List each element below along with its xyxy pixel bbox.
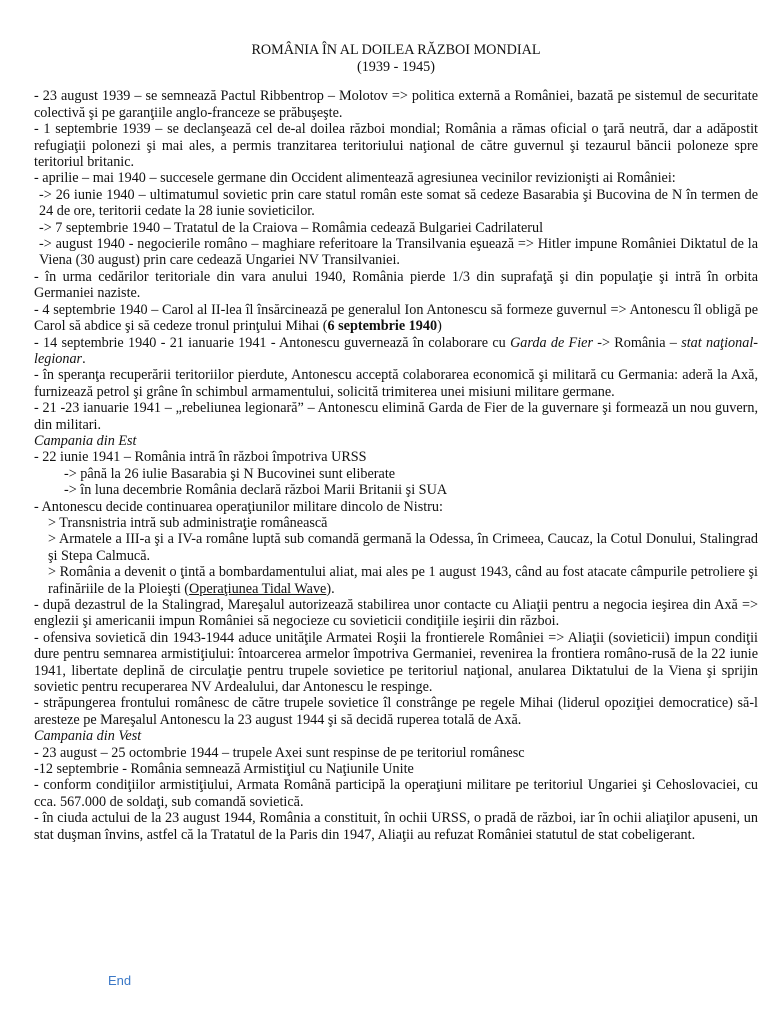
paragraph: -> august 1940 - negocierile româno – maghiare referitoare la Transilvania eşuează => Hitler impune României Diktatul de la Viena (30 august) prin care cedează Ungariei NV Transilvaniei. bbox=[39, 236, 758, 269]
italic-term: Garda de Fier bbox=[510, 334, 593, 351]
section-heading: Campania din Vest bbox=[34, 728, 142, 745]
text-run: ) bbox=[437, 318, 442, 335]
paragraph: - ofensiva sovietică din 1943-1944 aduce unităţile Armatei Roşii la frontierele României => Aliaţii (sovieticii) impun condiţii dure pentru semnarea armistiţiului: întoarcerea armelor împotriva Germaniei, revenirea la frontiera româno-rusă de la 22 iunie 1941, libertate deplină de circulaţie pentru trupele sovietice pe teritoriul naţional, anularea Diktatului de la Viena şi sprijin sovietic pentru recuperarea NV Ardealului, dar Antonescu le respinge. bbox=[34, 629, 758, 696]
section-heading: Campania din Est bbox=[34, 432, 137, 449]
text-run: . bbox=[82, 350, 86, 367]
paragraph: -> 26 iunie 1940 – ultimatumul sovietic prin care statul român este somat să cedeze Basarabia şi Bucovina de N în termen de 24 de ore, teritorii cedate la 28 iunie sovieticilor. bbox=[39, 186, 758, 220]
page-title: ROMÂNIA ÎN AL DOILEA RĂZBOI MONDIAL bbox=[251, 42, 541, 58]
text-run: ). bbox=[326, 580, 335, 597]
text-run: > România a devenit o ţintă a bombardamentului aliat, mai ales pe 1 august 1943, când au fost atacate câmpurile petroliere şi rafinăriile de la Ploieşti ( bbox=[48, 564, 758, 597]
paragraph bbox=[34, 335, 758, 368]
paragraph: - 23 august 1939 – se semnează Pactul Ribbentrop – Molotov => politica externă a României, bazată pe sistemul de securitate colectivă şi pe garanţiile anglo-franceze se prăbuşeşte. bbox=[34, 88, 758, 121]
paragraph: - 22 iunie 1941 – România intră în război împotriva URSS bbox=[34, 449, 367, 466]
page-subtitle: (1939 - 1945) bbox=[356, 59, 436, 75]
paragraph: - 21 -23 ianuarie 1941 – „rebeliunea legionară” – Antonescu elimină Garda de Fier de la guvernare şi formează un nou guvern, din militari. bbox=[34, 400, 758, 433]
underlined-term: Operaţiunea Tidal Wave bbox=[189, 580, 327, 597]
end-link[interactable]: End bbox=[108, 973, 132, 988]
paragraph: > Transnistria intră sub administraţie românească bbox=[48, 514, 328, 531]
text-run: -> România – bbox=[592, 334, 682, 351]
paragraph: -12 septembrie - România semnează Armistiţiul cu Naţiunile Unite bbox=[34, 761, 414, 778]
paragraph: -> până la 26 iulie Basarabia şi N Bucovinei sunt eliberate bbox=[64, 465, 396, 482]
paragraph: - Antonescu decide continuarea operaţiunilor militare dincolo de Nistru: bbox=[34, 498, 443, 515]
paragraph: - conform condiţiilor armistiţiului, Armata Română participă la operaţiuni militare pe teritoriul Ungariei şi Cehoslovaciei, cu cca. 567.000 de soldaţi, sub comandă sovietică. bbox=[34, 777, 758, 810]
paragraph: - aprilie – mai 1940 – succesele germane din Occident alimentează agresiunea vecinilor revizionişti ai României: bbox=[34, 170, 676, 187]
italic-term: stat naţional-legionar bbox=[34, 334, 758, 367]
paragraph: -> 7 septembrie 1940 – Tratatul de la Craiova – Româmia cedează Bulgariei Cadrilaterul bbox=[39, 219, 544, 236]
paragraph: - în urma cedărilor teritoriale din vara anului 1940, România pierde 1/3 din suprafaţă şi din populaţie şi intră în orbita Germaniei naziste. bbox=[34, 268, 758, 302]
paragraph: - 1 septembrie 1939 – se declanşează cel de-al doilea război mondial; România a rămas oficial o ţară neutră, dar a adăpostit refugiaţii polonezi şi mai ales, a permis tranzitarea teritoriului naţional de către guvernul şi tezaurul băncii poloneze spre teritoriul britanic. bbox=[34, 121, 758, 171]
document bbox=[34, 42, 758, 843]
paragraph: - în ciuda actului de la 23 august 1944, România a constituit, în ochii URSS, o pradă de război, iar în ochii aliaţilor apuseni, un stat duşman învins, astfel că la Tratatul de la Paris din 1947, Aliaţii au refuzat României statutul de stat cobeligerant. bbox=[34, 810, 758, 843]
text-run: - 14 septembrie 1940 - 21 ianuarie 1941 - Antonescu guvernează în colaborare cu bbox=[34, 334, 511, 351]
paragraph: - după dezastrul de la Stalingrad, Mareşalul autorizează stabilirea unor contacte cu Aliaţii pentru a negocia ieşirea din Axă => englezii şi americanii impun României să negocieze cu sovieticii condiţiile ieşirii din război. bbox=[34, 597, 758, 630]
paragraph: > Armatele a III-a şi a IV-a române luptă sub comandă germană la Odessa, în Crimeea, Caucaz, la Cotul Donului, Stalingrad şi Stepa Calmucă. bbox=[48, 531, 758, 564]
paragraph: - 23 august – 25 octombrie 1944 – trupele Axei sunt respinse de pe teritoriul românesc bbox=[34, 744, 525, 761]
paragraph bbox=[34, 302, 758, 335]
paragraph: -> în luna decembrie România declară război Marii Britanii şi SUA bbox=[64, 482, 448, 499]
bold-date: 6 septembrie 1940 bbox=[327, 318, 438, 335]
paragraph: - străpungerea frontului românesc de către trupele sovietice îl constrânge pe regele Mihai (liderul opoziţiei democratice) să-l aresteze pe Mareşalul Antonescu la 23 august 1944 şi să decidă ruperea totală de Axă. bbox=[34, 695, 758, 728]
paragraph bbox=[34, 564, 758, 597]
paragraph: - în speranţa recuperării teritoriilor pierdute, Antonescu acceptă colaborarea economică şi militară cu Germania: aderă la Axă, furnizează petrol şi grâne în schimbul armamentului, solicită trimiterea unei misiuni militare germane. bbox=[34, 367, 758, 400]
text-run: - 4 septembrie 1940 – Carol al II-lea îl însărcinează pe generalul Ion Antonescu să formeze guvernul => Antonescu îl obligă pe Carol să abdice şi să cedeze tronul prinţului Mihai ( bbox=[34, 301, 758, 335]
